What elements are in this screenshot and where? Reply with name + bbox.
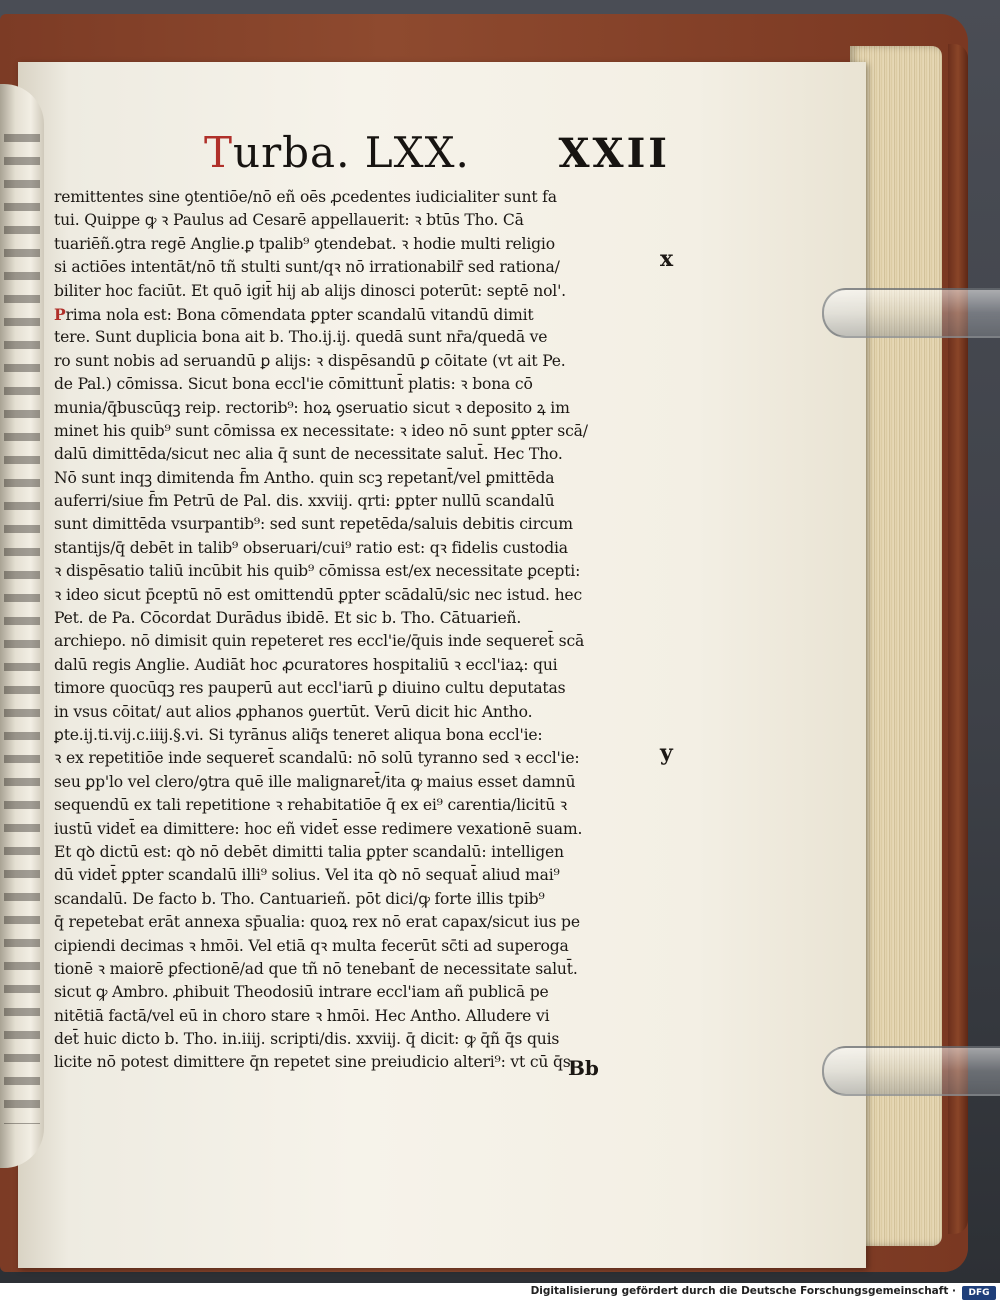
text-line: Nō sunt inqꝫ dimitenda f̄m Antho. quin scꝫ repetant̄/vel ꝑmittēda xyxy=(54,468,555,487)
running-title-text: urba. xyxy=(233,128,351,177)
funding-credit: Digitalisierung gefördert durch die Deutsche Forschungsgemeinschaft · xyxy=(530,1285,956,1297)
text-line: tere. Sunt duplicia bona ait b. Tho.ij.ij. quedā sunt nr̄a/quedā ve xyxy=(54,328,548,347)
text-line: Prima nola est: Bona cōmendata ꝑpter scandalū vitandū dimit xyxy=(54,304,534,324)
text-line: nitētiā factā/vel eū in choro stare ꝛ hmōi. Hec Antho. Alludere vi xyxy=(54,1006,550,1025)
text-line: ꝛ dispēsatio taliū incūbit his quib⁹ cōmissa est/ex necessitate ꝑcepti: xyxy=(54,562,581,581)
text-line: ꝛ ideo sicut p̄ceptū nō est omittendū ꝑpter scādalū/sic nec istud. hec xyxy=(54,585,582,604)
text-line: ro sunt nobis ad seruandū ꝑ alijs: ꝛ dispēsandū ꝑ cōitate (vt ait Pe. xyxy=(54,351,566,370)
glass-clamp-lower xyxy=(822,1046,1000,1096)
text-line: stantijs/q̄ debēt in talib⁹ obseruari/cui⁹ ratio est: qꝛ fidelis custodia xyxy=(54,538,568,557)
text-line: sunt dimittēda vsurpantib⁹: sed sunt repetēda/saluis debitis circum xyxy=(54,515,573,534)
footer-bar xyxy=(0,1283,1000,1303)
text-line: timore quocūqꝫ res pauperū aut eccl'iarū ꝑ diuino cultu deputatas xyxy=(54,679,566,698)
text-line: munia/q̄buscūqꝫ reip. rectorib⁹: hoꝝ ꝯseruatio sicut ꝛ deposito ꝝ im xyxy=(54,398,570,417)
margin-marker-x: x xyxy=(660,246,674,272)
catchword: Bb xyxy=(568,1056,599,1080)
text-line: dalū dimittēda/sicut nec alia q̄ sunt de necessitate salut̄. Hec Tho. xyxy=(54,445,563,464)
previous-page-curl xyxy=(0,84,44,1168)
text-line: tionē ꝛ maiorē ꝑfectionē/ad que tñ nō tenebant̄ de necessitate salut̄. xyxy=(54,959,578,978)
text-line: ꝑte.ij.ti.vij.c.iiij.§.vi. Si tyrānus aliq̄s teneret aliqua bona eccl'ie: xyxy=(54,725,543,744)
text-block xyxy=(54,186,656,1075)
text-line: sequendū ex tali repetitione ꝛ rehabitatiōe q̄ ex ei⁹ carentia/licitū ꝛ xyxy=(54,796,567,815)
text-line: Pet. de Pa. Cōcordat Durādus ibidē. Et sic b. Tho. Cātuarieñ. xyxy=(54,609,522,628)
text-line: in vsus cōitat/ aut alios ꝓphanos ꝯuertūt. Verū dicit hic Antho. xyxy=(54,702,533,721)
running-title-number: LXX. xyxy=(364,128,470,177)
text-line: dū videt̄ ꝑpter scandalū illi⁹ solius. Vel ita qꝺ nō sequat̄ aliud mai⁹ xyxy=(54,866,560,885)
margin-marker-y: y xyxy=(660,740,673,766)
text-line: det̄ huic dicto b. Tho. in.iiij. scripti/dis. xxviij. q̄ dicit: ꝙ q̄ñ q̄s quis xyxy=(54,1030,560,1049)
text-line: licite nō potest dimittere q̄n repetet sine preiudicio alteri⁹: vt cū q̄s xyxy=(54,1053,571,1072)
text-line: biliter hoc faciūt. Et quō igit̄ hij ab alijs dinosci poterūt: septē nol'. xyxy=(54,281,566,300)
text-line: Et qꝺ dictū est: qꝺ nō debēt dimitti talia ꝑpter scandalū: intelligen xyxy=(54,842,564,861)
text-line: archiepo. nō dimisit quin repeteret res eccl'ie/q̄uis inde sequeret̄ scā xyxy=(54,632,585,651)
glass-clamp-upper xyxy=(822,288,1000,338)
text-line: de Pal.) cōmissa. Sicut bona eccl'ie cōmittunt̄ platis: ꝛ bona cō xyxy=(54,375,533,394)
previous-page-text xyxy=(4,124,40,1124)
page-header xyxy=(150,128,670,178)
text-line: scandalū. De facto b. Tho. Cantuarieñ. pōt dici/ꝙ forte illis tpib⁹ xyxy=(54,889,545,908)
text-line: iustū videt̄ ea dimittere: hoc eñ videt̄ esse redimere vexationē suam. xyxy=(54,819,583,838)
text-line: si actiōes intentāt/nō tñ stulti sunt/qꝛ nō irrationabilr̄ sed rationa/ xyxy=(54,258,560,277)
text-line: tui. Quippe ꝙ ꝛ Paulus ad Cesarē appellauerit: ꝛ btūs Tho. Cā xyxy=(54,211,524,230)
rubric-initial: T xyxy=(204,128,234,177)
text-line: tuariēñ.ꝯtra regē Anglie.ꝑ tpalib⁹ ꝯtendebat. ꝛ hodie multi religio xyxy=(54,234,555,253)
text-line: ꝛ ex repetitiōe inde sequeret̄ scandalū: nō solū tyranno sed ꝛ eccl'ie: xyxy=(54,749,580,768)
text-line: cipiendi decimas ꝛ hmōi. Vel etiā qꝛ multa fecerūt sc̄ti ad superoga xyxy=(54,936,569,955)
text-line: seu ꝑp'lo vel clero/ꝯtra quē ille malignaret̄/ita ꝙ maius esset damnū xyxy=(54,772,576,791)
folio-number: XXII xyxy=(558,130,670,177)
text-line: q̄ repetebat erāt annexa sp̄ualia: quoꝝ rex nō erat capax/sicut ius pe xyxy=(54,913,580,932)
dfg-logo: DFG xyxy=(962,1286,996,1300)
text-line: remittentes sine ꝯtentiōe/nō eñ oēs ꝓcedentes iudicialiter sunt fa xyxy=(54,188,557,206)
text-line: auferri/siue f̄m Petrū de Pal. dis. xxviij. qrti: ꝑpter nullū scandalū xyxy=(54,492,555,511)
running-title xyxy=(204,128,470,177)
text-line: sicut ꝙ Ambro. ꝓhibuit Theodosiū intrare eccl'iam añ publicā pe xyxy=(54,983,549,1002)
text-line: minet his quib⁹ sunt cōmissa ex necessitate: ꝛ ideo nō sunt ꝑpter scā/ xyxy=(54,421,588,440)
text-line: dalū regis Anglie. Audiāt hoc ꝓcuratores hospitaliū ꝛ eccl'iaꝝ: qui xyxy=(54,655,558,674)
